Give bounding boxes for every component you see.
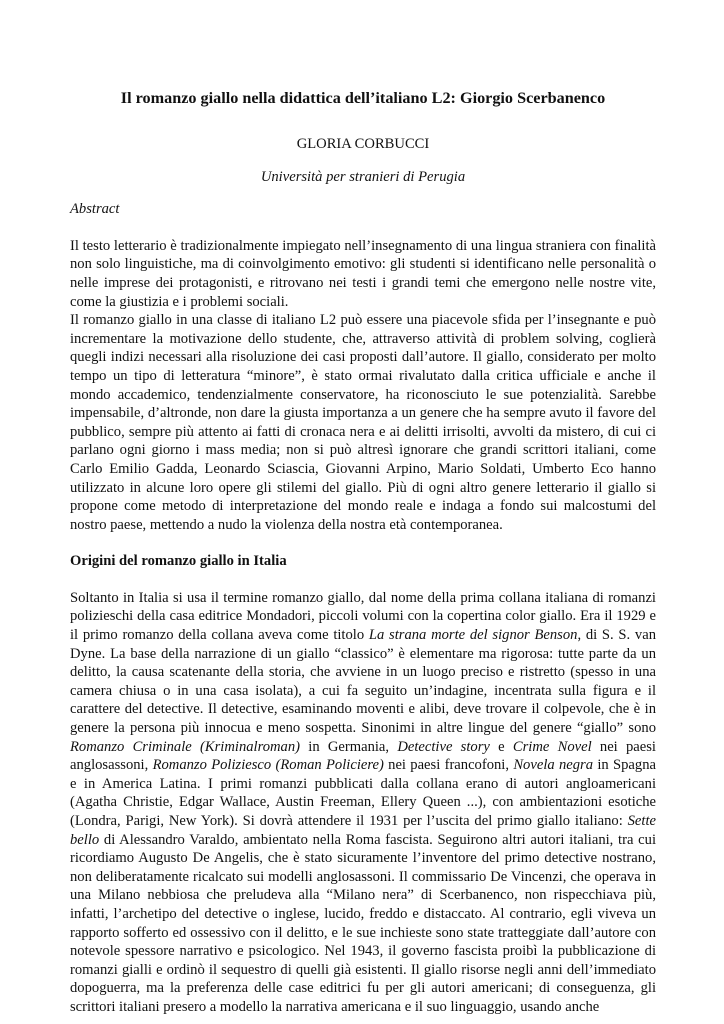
genre-term: Crime Novel [512,738,592,755]
body-text: in Spagna e in America Latina. I primi romanzi pubblicati dalla collana erano di autori angloamericani (Agatha Christie, Edgar Wallace, Austin Freeman, Ellery Queen ...), con ambientazioni esotiche (Londra, Parigi, New York). Si dovrà attendere il 1931 per l’uscita del primo giallo italiano: [70,757,656,829]
genre-term: Romanzo Criminale (Kriminalroman) [70,738,301,755]
abstract-paragraph-1: Il testo letterario è tradizionalmente impiegato nell’insegnamento di una lingua straniera con finalità non solo linguistiche, ma di coinvolgimento emotivo: gli studenti si identificano nelle personalità o nelle imprese dei protagonisti, e ritrovano nei testi i grandi temi che emergono nelle nostre vite, come la giustizia e i problemi sociali. [70,237,656,310]
genre-term: Romanzo Poliziesco (Roman Policiere) [152,757,384,774]
section-heading: Origini del romanzo giallo in Italia [70,553,287,570]
author-affiliation: Università per stranieri di Perugia [260,168,466,185]
genre-term: Novela negra [513,757,594,774]
body-text: nei paesi francofoni, [383,757,514,774]
body-text: , di S. S. van Dyne. La base della narrazione di un giallo “classico” è elementare ma rigorosa: tutte parte da un delitto, la causa scatenante della storia, che avviene in un luogo preciso e ristretto (spesso in una camera chiusa o in una casa isolata), a cui fa seguito un’indagine, incentrata sulla figura e il carattere del detective. Il detective, esaminando moventi e alibi, deve trovare il colpevole, che è in genere la persona più innocua e meno sospetta. Sinonimi in altre lingue del genere “giallo” sono [70,627,656,737]
author-name: GLORIA CORBUCCI [296,136,430,152]
genre-term: Detective story [397,738,490,755]
body-text: Soltanto in Italia si usa il termine romanzo giallo, dal nome della prima collana italiana di romanzi polizieschi della casa editrice Mondadori, piccoli volumi con la copertina color giallo. Era il 1929 e il primo romanzo della collana aveva come titolo [70,589,656,644]
body-text: e [489,738,513,755]
book-title: La strana morte del signor Benson [368,627,578,644]
spacer [70,534,656,552]
body-text: di Alessandro Varaldo, ambientato nella Roma fascista. Seguirono altri autori italiani, tra cui ricordiamo Augusto De Angelis, che è stato sicuramente l’inventore del primo detective nostrano, non deliberatamente ricalcato sui modelli anglosassoni. Il commissario De Vincenzi, che operava in una Milano nebbiosa che preludeva alla “Milano nera” di Scerbanenco, non rispecchiava più, infatti, l’archetipo del detective o inglese, lucido, freddo e distaccato. Al contrario, egli viveva un rapporto sofferto ed ossessivo con il delitto, e le sue inchieste sono state tratteggiate dall’autore con notevole spessore narrativo e psicologico. Nel 1943, il governo fascista proibì la pubblicazione di romanzi gialli e ordinò il sequestro di quelli già esistenti. Il giallo risorse negli anni dell’immediato dopoguerra, ma la preferenza delle case editrici fu per gli autori americani; di conseguenza, gli scrittori italiani presero a modello la narrativa americana e il suo linguaggio, usando anche [70,831,656,1015]
body-text: nei paesi anglosassoni, [70,738,656,774]
body-text: in Germania, [300,738,398,755]
paper-title: Il romanzo giallo nella didattica dell’italiano L2: Giorgio Scerbanenco [120,89,606,107]
abstract-paragraph-2: Il romanzo giallo in una classe di italiano L2 può essere una piacevole sfida per l’insegnante e può incrementare la motivazione dello studente, che, attraverso attività di problem solving, coglierà quegli indizi necessari alla risoluzione dei casi proposti dall’autore. Il giallo, considerato per molto tempo un tipo di letteratura “minore”, è stato ormai rivalutato dalla critica ufficiale e anche il mondo accademico, tendenzialmente conservatore, ha riconosciuto le sue potenzialità. Sarebbe impensabile, d’altronde, non dare la giusta importanza a un genere che ha sempre avuto il favore del pubblico, sempre più attento ai fatti di cronaca nera e ai delitti irrisolti, avvolti da mistero, di cui ci parlano ogni giorno i mass media; non si può altresì ignorare che grandi scrittori italiani, come Carlo Emilio Gadda, Leonardo Sciascia, Giovanni Arpino, Mario Soldati, Umberto Eco hanno utilizzato in alcune loro opere gli stilemi del giallo. Più di ogni altro genere letterario il giallo si propone come metodo di interpretazione del mondo reale e indaga a fondo sui malcostumi del nostro paese, mettendo a nudo la violenza della nostra età contemporanea. [70,312,656,533]
book-title: Sette bello [70,813,656,848]
abstract-label: Abstract [70,201,120,218]
body-paragraph [70,589,656,1017]
